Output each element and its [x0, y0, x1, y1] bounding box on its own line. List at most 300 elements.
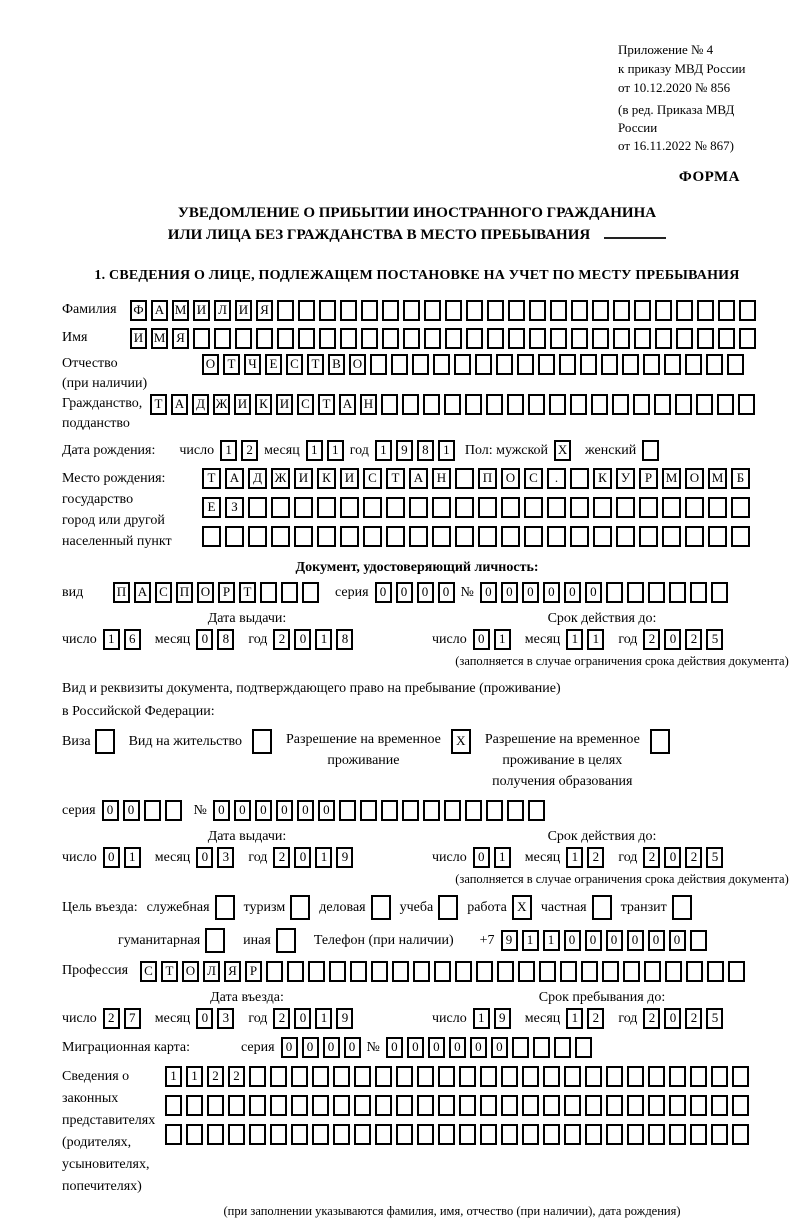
valid-month-boxes [566, 629, 604, 650]
migration-series-boxes [281, 1037, 361, 1058]
char-box-filled: X [451, 729, 471, 754]
form-title-line-2-text: ИЛИ ЛИЦА БЕЗ ГРАЖДАНСТВА В МЕСТО ПРЕБЫВАНИЯ [167, 227, 591, 243]
purpose-row-2 [118, 928, 772, 953]
char-box-filled: 0 [276, 800, 293, 821]
char-box-filled: С [363, 468, 382, 489]
char-box-empty [438, 895, 458, 920]
char-box-empty [333, 1066, 350, 1087]
char-box-empty [438, 1066, 455, 1087]
birth-place-label-line-1: Место рождения: [62, 471, 166, 486]
char-box-filled: К [593, 468, 612, 489]
purpose-tourism-label: туризм [243, 899, 286, 915]
char-box-empty [354, 1124, 371, 1145]
char-box-filled: 1 [124, 847, 141, 868]
citizenship-row [62, 394, 772, 434]
char-box-filled: 5 [706, 629, 723, 650]
char-box-filled: 1 [375, 440, 392, 461]
char-box-filled: 0 [318, 800, 335, 821]
char-box-filled: 0 [438, 582, 455, 603]
char-box-filled: 2 [273, 847, 290, 868]
char-box-empty [606, 1066, 623, 1087]
blank-underline [604, 225, 666, 239]
char-box-filled: Л [203, 961, 220, 982]
temp-residence-label-line-2: проживание [327, 753, 400, 768]
char-box-filled: 8 [417, 440, 434, 461]
stay-until-date [432, 1008, 772, 1029]
char-box-filled: 0 [375, 582, 392, 603]
char-box-filled: 0 [564, 930, 581, 951]
sex-female-checkbox [642, 440, 659, 461]
stay-doc-valid-date [432, 847, 772, 868]
char-box-empty [739, 300, 756, 321]
legal-reps-label-line-5: усыновителях, [62, 1157, 150, 1172]
char-box-empty [396, 1066, 413, 1087]
char-box-empty [423, 800, 440, 821]
char-box-empty [396, 1095, 413, 1116]
char-box-filled: 0 [585, 582, 602, 603]
char-box-empty [585, 1066, 602, 1087]
char-box-empty [165, 1095, 182, 1116]
char-box-filled: 1 [315, 629, 332, 650]
char-box-empty [634, 300, 651, 321]
char-box-filled: 2 [685, 629, 702, 650]
char-box-empty [438, 1124, 455, 1145]
purpose-commercial-option [319, 895, 390, 920]
doc-number-label: № [460, 584, 474, 600]
char-box-filled: 0 [664, 847, 681, 868]
purpose-label: Цель въезда: [62, 899, 138, 915]
temp-residence-education-label-line-3: получения образования [492, 774, 633, 789]
form-label: ФОРМА [678, 169, 740, 185]
char-box-filled: А [134, 582, 151, 603]
char-box-empty [340, 497, 359, 518]
char-box-empty [524, 526, 543, 547]
char-box-empty [676, 300, 693, 321]
char-box-empty [606, 582, 623, 603]
char-box-empty [444, 800, 461, 821]
char-box-filled: И [340, 468, 359, 489]
char-box-empty [354, 1095, 371, 1116]
char-box-filled: 0 [473, 629, 490, 650]
char-box-empty [585, 1124, 602, 1145]
purpose-study-option [400, 895, 459, 920]
char-box-empty [664, 354, 681, 375]
form-title-line-2 [62, 224, 772, 246]
char-box-empty [291, 1124, 308, 1145]
char-box-filled: Т [223, 354, 240, 375]
char-box-filled: 2 [587, 847, 604, 868]
issue-date-header: Дата выдачи: [207, 611, 287, 626]
char-box-empty [375, 1124, 392, 1145]
section1-body [62, 300, 789, 1219]
char-box-empty [501, 1095, 518, 1116]
issue-month-boxes [196, 629, 234, 650]
char-box-empty [249, 1095, 266, 1116]
birth-place-block [62, 468, 772, 552]
char-box-empty [486, 800, 503, 821]
char-box-filled: 0 [294, 629, 311, 650]
char-box-filled: 0 [428, 1037, 445, 1058]
temp-residence-checkbox [451, 729, 471, 754]
given-name-label: Имя [62, 330, 88, 345]
profession-label: Профессия [62, 963, 129, 978]
char-box-filled: 8 [217, 629, 234, 650]
char-box-empty [731, 497, 750, 518]
char-box-empty [648, 1095, 665, 1116]
char-box-filled: 0 [522, 582, 539, 603]
purpose-humanitarian-label: гуманитарная [118, 932, 201, 948]
char-box-filled: 0 [606, 930, 623, 951]
char-box-empty [669, 582, 686, 603]
purpose-private-option [541, 895, 612, 920]
char-box-empty [592, 328, 609, 349]
char-box-empty [214, 328, 231, 349]
day-label: число [179, 442, 215, 458]
issue-day-boxes [103, 847, 141, 868]
stay-doc-intro [62, 677, 772, 723]
sex-female-label: женский [585, 442, 637, 458]
char-box-empty [465, 800, 482, 821]
patronymic-label [62, 354, 202, 394]
char-box-filled: 0 [564, 582, 581, 603]
char-box-filled: 8 [336, 629, 353, 650]
char-box-empty [478, 526, 497, 547]
char-box-empty [480, 1066, 497, 1087]
purpose-other-checkbox [276, 928, 296, 953]
char-box-empty [529, 328, 546, 349]
issue-month-boxes [196, 847, 234, 868]
char-box-empty [487, 328, 504, 349]
char-box-empty [627, 582, 644, 603]
char-box-filled: 1 [165, 1066, 182, 1087]
char-box-filled: 0 [480, 582, 497, 603]
purpose-other-label: иная [243, 932, 271, 948]
char-box-empty [512, 1037, 529, 1058]
identity-doc-dates [62, 629, 772, 650]
char-box-empty [308, 961, 325, 982]
purpose-tourism-option [244, 895, 311, 920]
char-box-empty [654, 394, 671, 415]
char-box-empty [333, 1095, 350, 1116]
char-box-empty [648, 1066, 665, 1087]
stay-doc-number-boxes [213, 800, 545, 821]
char-box-filled: М [708, 468, 727, 489]
char-box-filled: О [197, 582, 214, 603]
valid-day-boxes [473, 847, 511, 868]
day-label: число [62, 1010, 97, 1026]
char-box-empty [475, 354, 492, 375]
surname-boxes [130, 300, 756, 321]
char-box-filled: П [113, 582, 130, 603]
char-box-filled: 2 [228, 1066, 245, 1087]
char-box-filled: З [225, 497, 244, 518]
char-box-empty [340, 328, 357, 349]
char-box-filled: О [202, 354, 219, 375]
birth-place-boxes [202, 468, 750, 547]
char-box-empty [697, 300, 714, 321]
valid-year-boxes [643, 629, 723, 650]
char-box-empty [260, 582, 277, 603]
char-box-empty [570, 526, 589, 547]
birth-place-row-1 [202, 468, 750, 489]
char-box-empty [643, 354, 660, 375]
char-box-filled: 0 [501, 582, 518, 603]
char-box-empty [423, 394, 440, 415]
char-box-filled: Я [224, 961, 241, 982]
issue-day-boxes [103, 629, 141, 650]
char-box-filled: А [339, 394, 356, 415]
identity-doc-row [62, 582, 772, 603]
char-box-empty [433, 354, 450, 375]
char-box-filled: . [547, 468, 566, 489]
char-box-empty [711, 582, 728, 603]
char-box-filled: Т [150, 394, 167, 415]
char-box-empty [354, 1066, 371, 1087]
char-box-filled: 1 [543, 930, 560, 951]
char-box-empty [711, 1095, 728, 1116]
birth-place-row-2 [202, 497, 750, 518]
char-box-empty [648, 582, 665, 603]
valid-day-boxes [473, 629, 511, 650]
citizenship-label [62, 394, 150, 434]
month-label: месяц [154, 631, 191, 647]
char-box-empty [277, 328, 294, 349]
char-box-empty [606, 1124, 623, 1145]
char-box-filled: Ж [213, 394, 230, 415]
char-box-filled: О [182, 961, 199, 982]
validity-note: (заполняется в случае ограничения срока действия документа) [455, 872, 789, 886]
legal-reps-label-line-3: представителях [62, 1113, 156, 1128]
char-box-empty [634, 328, 651, 349]
char-box-empty [606, 1095, 623, 1116]
day-label: число [62, 631, 97, 647]
purpose-tourism-checkbox [290, 895, 310, 920]
char-box-filled: 2 [685, 847, 702, 868]
entry-date-headers [62, 990, 772, 1006]
char-box-empty [547, 526, 566, 547]
char-box-empty [392, 961, 409, 982]
char-box-empty [560, 961, 577, 982]
char-box-empty [571, 328, 588, 349]
stay-doc-intro-line-1: Вид и реквизиты документа, подтверждающего право на пребывание (проживание) [62, 681, 561, 696]
char-box-empty [375, 1095, 392, 1116]
char-box-filled: 2 [587, 1008, 604, 1029]
char-box-empty [465, 394, 482, 415]
entry-month-boxes [196, 1008, 234, 1029]
char-box-filled: 0 [473, 847, 490, 868]
char-box-empty [533, 1037, 550, 1058]
char-box-filled: 0 [627, 930, 644, 951]
char-box-empty [454, 354, 471, 375]
char-box-empty [361, 300, 378, 321]
birth-place-row-3 [202, 526, 750, 547]
char-box-filled: 1 [522, 930, 539, 951]
char-box-empty [528, 800, 545, 821]
char-box-empty [538, 354, 555, 375]
char-box-filled: А [151, 300, 168, 321]
char-box-empty [298, 300, 315, 321]
char-box-filled: 0 [196, 629, 213, 650]
char-box-empty [592, 300, 609, 321]
char-box-empty [317, 497, 336, 518]
appendix-edit-note [618, 101, 772, 155]
char-box-empty [707, 961, 724, 982]
char-box-filled: 0 [417, 582, 434, 603]
char-box-filled: 9 [501, 930, 518, 951]
char-box-empty [249, 1124, 266, 1145]
year-label: год [618, 849, 638, 865]
char-box-empty [592, 895, 612, 920]
char-box-filled: 1 [566, 629, 583, 650]
year-label: год [618, 1010, 638, 1026]
legal-reps-label [62, 1066, 165, 1198]
char-box-empty [585, 1095, 602, 1116]
char-box-empty [480, 1095, 497, 1116]
year-label: год [248, 631, 268, 647]
char-box-filled: П [176, 582, 193, 603]
char-box-filled: А [409, 468, 428, 489]
char-box-empty [627, 1124, 644, 1145]
char-box-empty [294, 497, 313, 518]
char-box-empty [706, 354, 723, 375]
char-box-filled: 1 [587, 629, 604, 650]
valid-until-header: Срок действия до: [547, 829, 657, 844]
char-box-filled: Ф [130, 300, 147, 321]
char-box-empty [732, 1066, 749, 1087]
entry-date-header: Дата въезда: [210, 990, 284, 1005]
purpose-transit-label: транзит [620, 899, 667, 915]
char-box-empty [644, 961, 661, 982]
char-box-empty [455, 961, 472, 982]
char-box-empty [550, 300, 567, 321]
stay-doc-intro-line-2: в Российской Федерации: [62, 704, 215, 719]
char-box-empty [290, 895, 310, 920]
char-box-filled: И [294, 468, 313, 489]
purpose-work-label: работа [467, 899, 507, 915]
char-box-filled: Ч [244, 354, 261, 375]
char-box-empty [312, 1124, 329, 1145]
purpose-business-option [147, 895, 235, 920]
char-box-empty [340, 300, 357, 321]
char-box-empty [593, 497, 612, 518]
stay-doc-series-boxes [102, 800, 182, 821]
char-box-empty [675, 394, 692, 415]
char-box-empty [613, 300, 630, 321]
doc-type-label: вид [62, 584, 84, 600]
char-box-empty [496, 354, 513, 375]
char-box-empty [528, 394, 545, 415]
char-box-filled: Я [172, 328, 189, 349]
day-label: число [432, 849, 467, 865]
char-box-filled: X [554, 440, 571, 461]
entry-day-boxes [103, 1008, 141, 1029]
char-box-empty [396, 1124, 413, 1145]
birth-place-label [62, 468, 202, 552]
char-box-empty [363, 497, 382, 518]
char-box-filled: X [512, 895, 532, 920]
char-box-filled: 0 [123, 800, 140, 821]
char-box-empty [333, 1124, 350, 1145]
issue-date-header: Дата выдачи: [207, 829, 287, 844]
char-box-filled: 2 [103, 1008, 120, 1029]
char-box-filled: 0 [323, 1037, 340, 1058]
temp-residence-education-option [485, 729, 670, 792]
char-box-empty [381, 800, 398, 821]
residence-permit-label: Вид на жительство [128, 734, 242, 749]
char-box-empty [627, 1066, 644, 1087]
char-box-filled: Е [202, 497, 221, 518]
char-box-empty [685, 354, 702, 375]
appendix-line-3: от 10.12.2020 № 856 [618, 80, 731, 95]
char-box-empty [276, 928, 296, 953]
char-box-empty [622, 354, 639, 375]
char-box-filled: О [685, 468, 704, 489]
surname-row [62, 300, 772, 321]
char-box-empty [543, 1095, 560, 1116]
char-box-filled: 0 [294, 847, 311, 868]
char-box-filled: 0 [196, 847, 213, 868]
char-box-empty [581, 961, 598, 982]
char-box-empty [571, 300, 588, 321]
char-box-empty [564, 1124, 581, 1145]
appendix-line-2: к приказу МВД России [618, 61, 746, 76]
char-box-filled: 0 [294, 1008, 311, 1029]
char-box-empty [476, 961, 493, 982]
citizenship-label-line-2: подданство [62, 416, 130, 431]
char-box-filled: 9 [396, 440, 413, 461]
char-box-empty [718, 328, 735, 349]
char-box-filled: 0 [669, 930, 686, 951]
char-box-empty [294, 526, 313, 547]
char-box-empty [486, 394, 503, 415]
char-box-empty [529, 300, 546, 321]
char-box-filled: И [276, 394, 293, 415]
char-box-empty [445, 328, 462, 349]
char-box-filled: Т [161, 961, 178, 982]
char-box-filled: С [155, 582, 172, 603]
char-box-empty [655, 328, 672, 349]
char-box-empty [570, 394, 587, 415]
char-box-filled: 3 [217, 847, 234, 868]
char-box-empty [518, 961, 535, 982]
temp-residence-label [286, 729, 441, 771]
char-box-empty [363, 526, 382, 547]
char-box-filled: Т [318, 394, 335, 415]
char-box-empty [672, 895, 692, 920]
char-box-empty [413, 961, 430, 982]
appendix-reference [618, 40, 772, 155]
month-label: месяц [154, 849, 191, 865]
char-box-filled: 9 [336, 1008, 353, 1029]
char-box-filled: Е [265, 354, 282, 375]
char-box-filled: И [130, 328, 147, 349]
char-box-empty [445, 300, 462, 321]
char-box-empty [662, 497, 681, 518]
char-box-empty [202, 526, 221, 547]
stay-doc-number-label: № [193, 802, 207, 818]
char-box-empty [444, 394, 461, 415]
char-box-filled: 0 [297, 800, 314, 821]
char-box-empty [270, 1095, 287, 1116]
temp-residence-education-label-line-2: проживание в целях [502, 753, 623, 768]
char-box-empty [248, 497, 267, 518]
char-box-empty [669, 1066, 686, 1087]
char-box-empty [497, 961, 514, 982]
char-box-filled: 9 [494, 1008, 511, 1029]
char-box-filled: 2 [643, 629, 660, 650]
char-box-empty [690, 930, 707, 951]
purpose-row [62, 895, 772, 920]
